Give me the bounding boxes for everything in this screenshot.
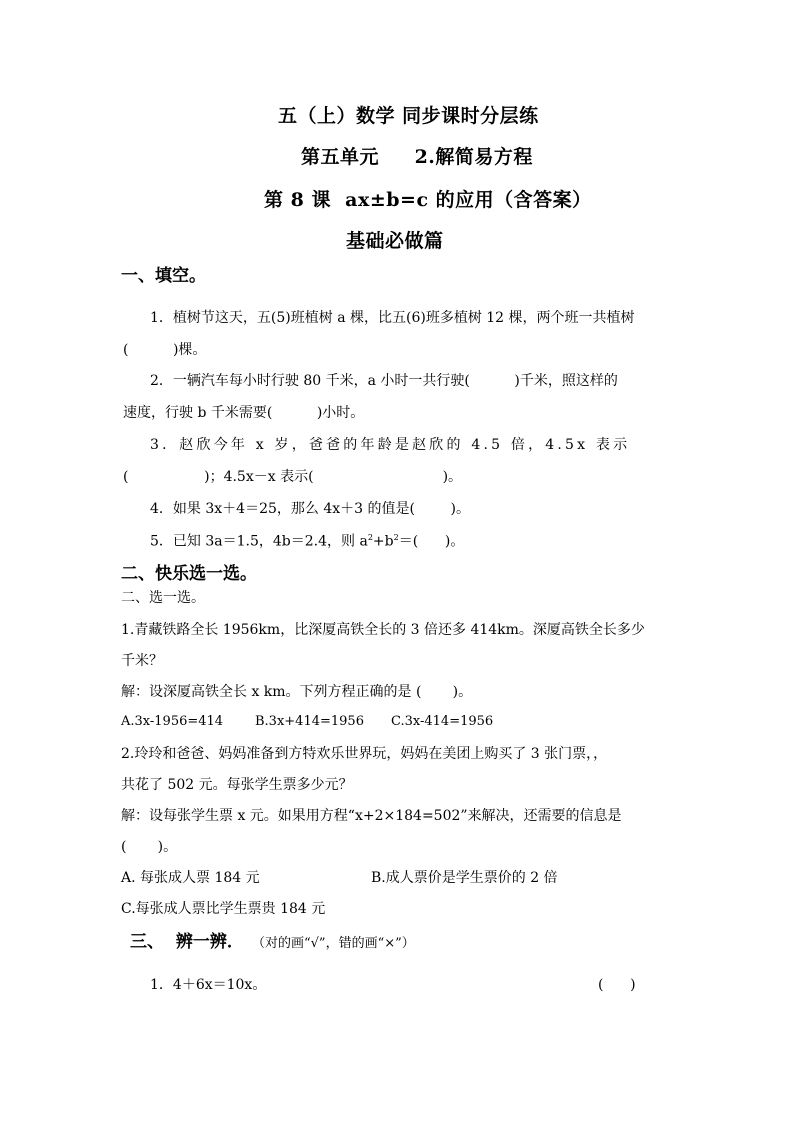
q3-line1: 3．赵欣今年 x 岁，爸爸的年龄是赵欣的 4.5 倍，4.5x 表示 xyxy=(150,437,631,453)
q3-line2: ( )；4.5x－x 表示( )。 xyxy=(123,469,463,485)
q2-line2: 速度，行驶 b 千米需要( )小时。 xyxy=(123,405,365,421)
q5-sup2: 2 xyxy=(393,533,399,542)
choice-q2-line3: 解：设每张学生票 x 元。如果用方程“x+2×184=502”来解决，还需要的信息是 xyxy=(121,808,622,824)
choice-q1-option-a: A.3x-1956=414 xyxy=(121,714,224,729)
choice-q1-option-b: B.3x+414=1956 xyxy=(255,714,364,729)
q2-line1: 2．一辆汽车每小时行驶 80 千米，a 小时一共行驶( )千米，照这样的 xyxy=(150,373,618,389)
section-heading-fill-blank: 一、填空。 xyxy=(121,266,206,286)
section-heading-judge: 三、 辨一辨． xyxy=(130,932,244,952)
q5-sup1: 2 xyxy=(367,533,373,542)
q5 xyxy=(150,534,464,549)
section-subheading-choice: 二、选一选。 xyxy=(121,590,205,606)
choice-q2-line2: 共花了 502 元。每张学生票多少元？ xyxy=(121,777,353,793)
choice-q2-line4: ( )。 xyxy=(121,839,178,855)
choice-q1-line1: 1.青藏铁路全长 1956km，比深厦高铁全长的 3 倍还多 414km。深厦高铁全长多少 xyxy=(121,622,645,638)
section-heading-choice: 二、快乐选一选。 xyxy=(121,564,257,584)
unit-title: 第五单元 2.解简易方程 xyxy=(301,146,533,168)
doc-title: 五（上）数学 同步课时分层练 xyxy=(278,105,539,127)
level-title: 基础必做篇 xyxy=(346,230,444,252)
judge-q1: 1．4＋6x＝10x。 xyxy=(150,977,267,993)
section-judge-note: （对的画“√”，错的画“×”） xyxy=(252,936,415,951)
lesson-title: 第 8 课 ax±b=c 的应用（含答案） xyxy=(264,189,592,211)
q5-pre: 5．已知 3a＝1.5，4b＝2.4，则 a xyxy=(150,533,368,550)
choice-q1-option-c: C.3x-414=1956 xyxy=(391,714,494,729)
judge-q1-answer-paren: ( ) xyxy=(598,977,636,993)
choice-q2-option-b: B.成人票价是学生票价的 2 倍 xyxy=(371,870,558,886)
q1-line1: 1．植树节这天，五(5)班植树 a 棵，比五(6)班多植树 12 棵，两个班一共植树 xyxy=(150,310,635,326)
choice-q1-line3: 解：设深厦高铁全长 x km。下列方程正确的是 ( )。 xyxy=(121,684,473,700)
choice-q2-option-c: C.每张成人票比学生票贵 184 元 xyxy=(121,901,326,917)
choice-q2-line1: 2.玲玲和爸爸、妈妈准备到方特欢乐世界玩，妈妈在美团上购买了 3 张门票，， xyxy=(121,746,608,762)
q5-mid: +b xyxy=(372,533,394,550)
choice-q1-line2: 千米？ xyxy=(121,653,163,669)
q4: 4．如果 3x＋4＝25，那么 4x＋3 的值是( )。 xyxy=(150,501,471,517)
q1-line2: ( )棵。 xyxy=(123,342,207,358)
choice-q2-option-a: A. 每张成人票 184 元 xyxy=(121,870,260,886)
q5-post: ＝( )。 xyxy=(398,533,465,550)
